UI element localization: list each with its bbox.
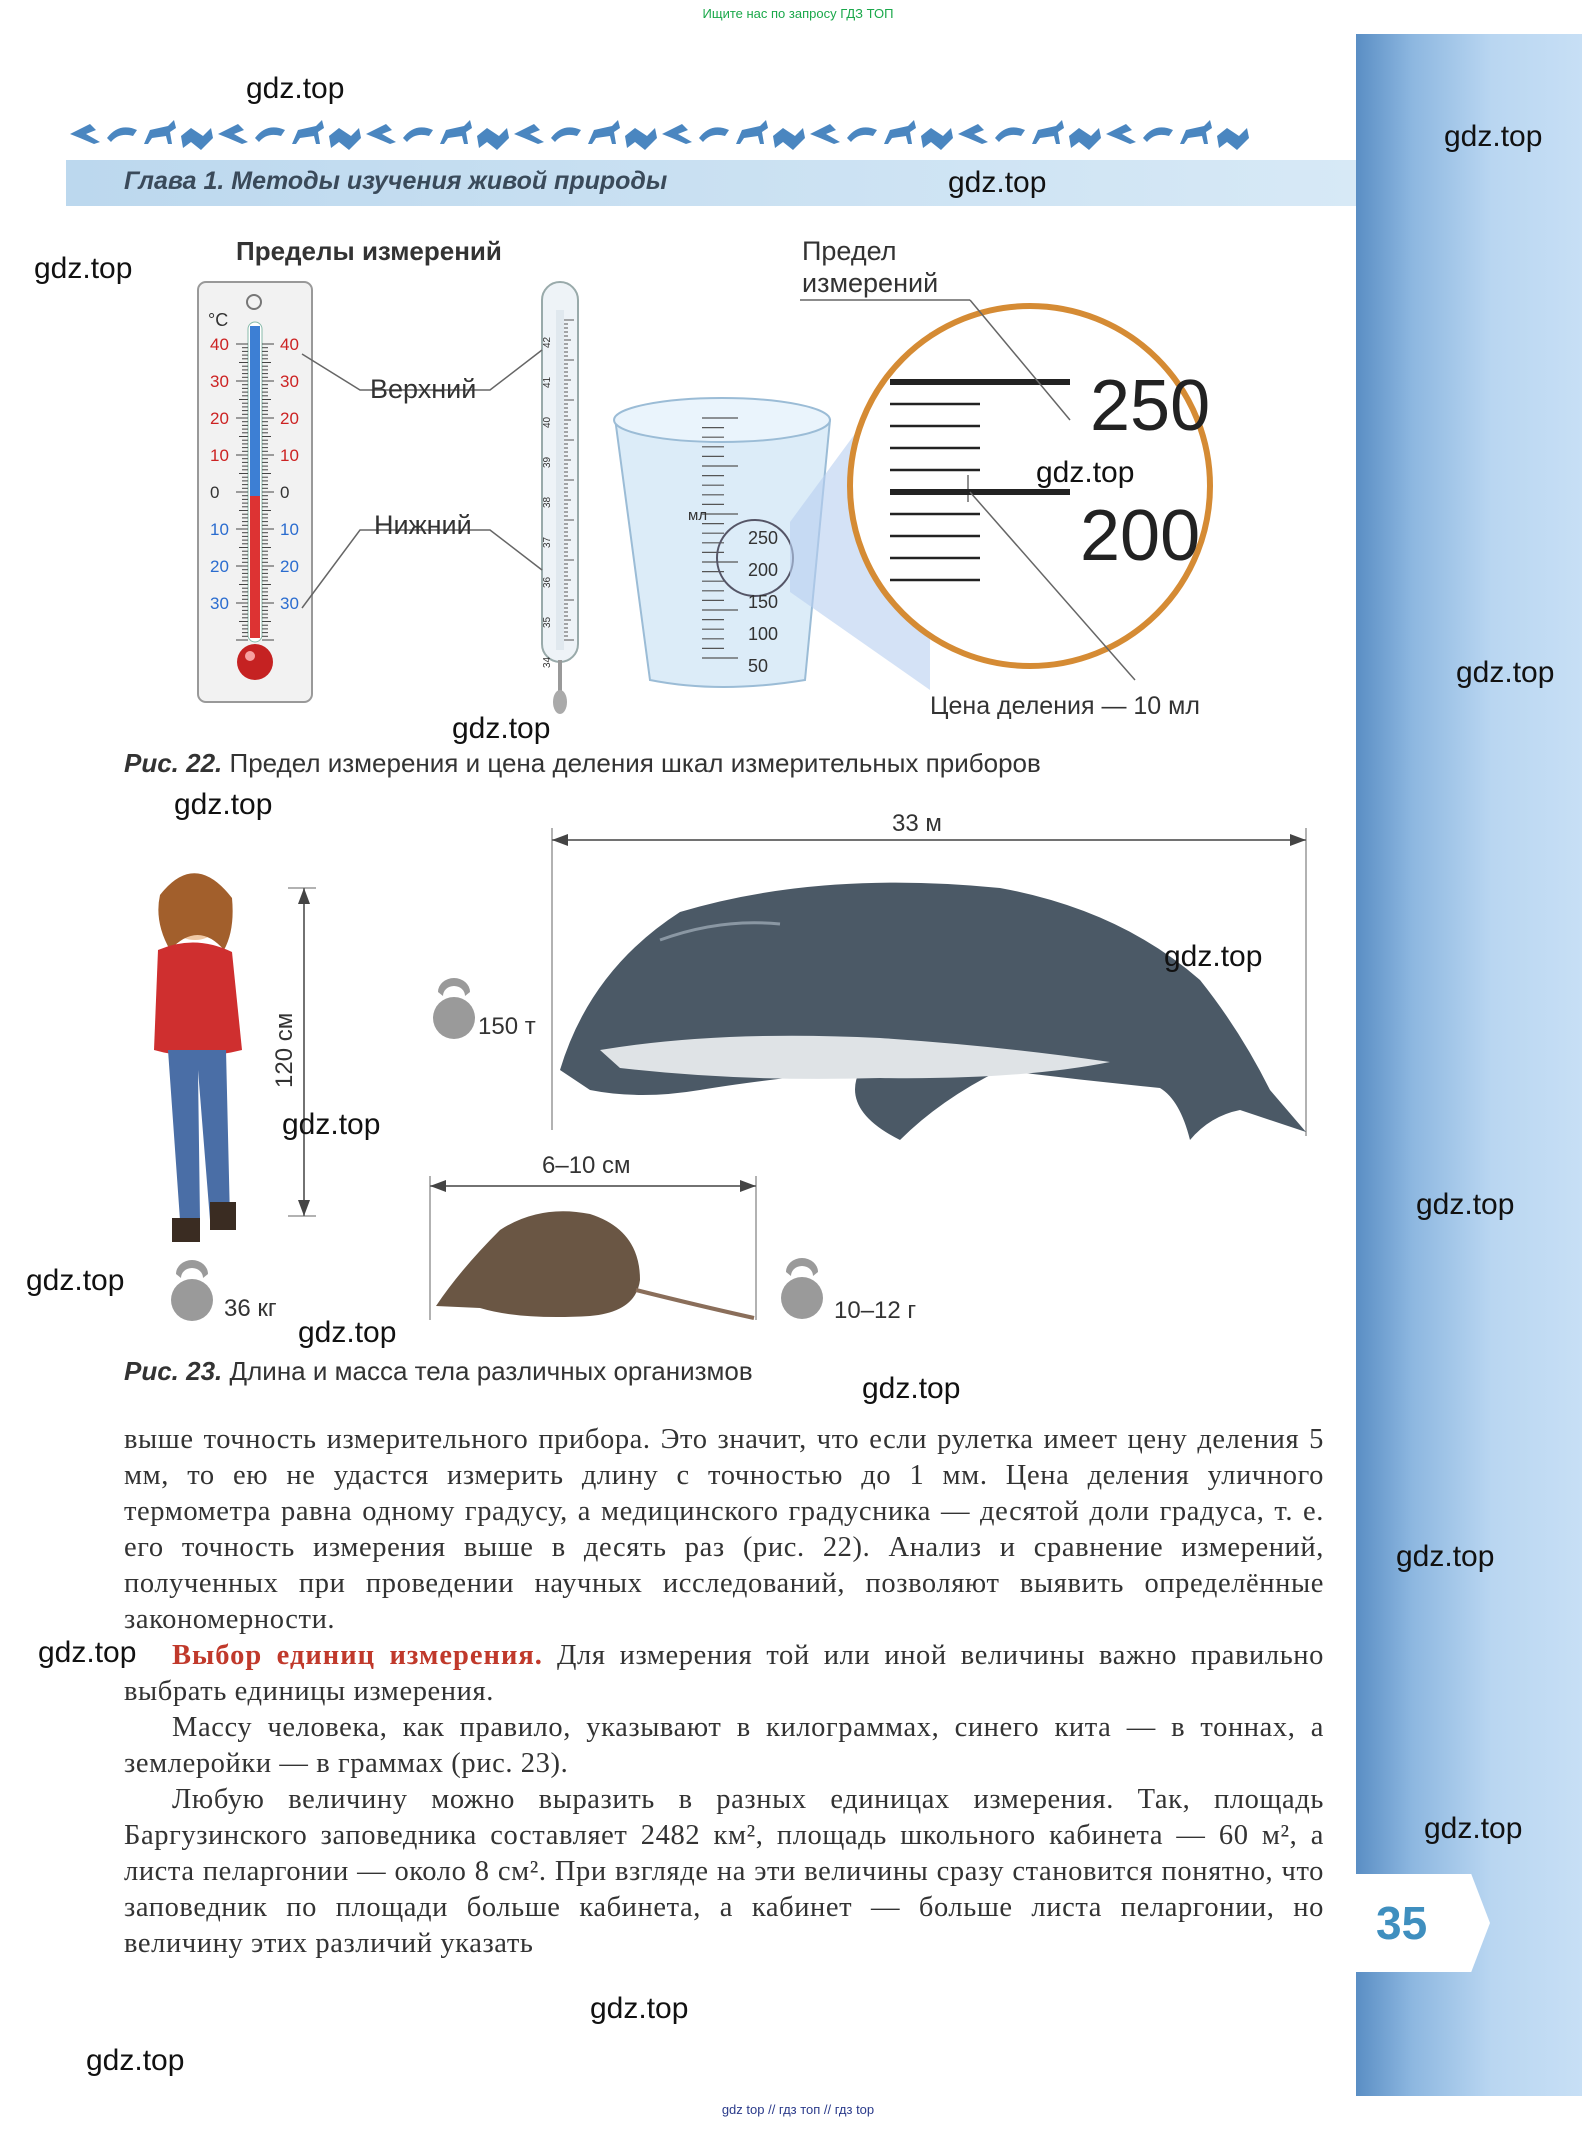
watermark: gdz.top <box>1164 940 1263 973</box>
thermo-scale-label: 10 <box>280 446 299 465</box>
medical-scale-label: 39 <box>542 456 553 468</box>
thermo-scale-label: 0 <box>210 483 220 502</box>
watermark: gdz.top <box>1444 120 1543 153</box>
watermark: gdz.top <box>1424 1812 1523 1845</box>
top-note: Ищите нас по запросу ГДЗ ТОП <box>702 6 894 21</box>
paragraph-4: Любую величину можно выразить в разных единицах измерения. Так, площадь Баргузинского заповедника составляет 2482 км², площадь школьного кабинета — 60 м², а листа пеларгонии — около 8 см². При взгляде на эти величины сразу становится понятно, что заповедник по площади больше кабинета, а кабинет — больше листа пеларгонии, но величину этих различий указать <box>124 1784 1324 1959</box>
bottom-note: gdz top // гдз топ // гдз top <box>721 2102 875 2117</box>
division-value-label: Цена деления — 10 мл <box>930 692 1200 720</box>
zoom-circle <box>850 306 1210 666</box>
watermark: gdz.top <box>298 1316 397 1349</box>
watermark: gdz.top <box>862 1372 961 1405</box>
shrew-mass: 10–12 г <box>834 1297 917 1324</box>
watermark: gdz.top <box>1416 1188 1515 1221</box>
kettlebell-icon <box>171 1260 213 1321</box>
watermark: gdz.top <box>174 788 273 821</box>
medical-scale-label: 37 <box>542 536 553 548</box>
watermark: gdz.top <box>246 72 345 105</box>
watermark: gdz.top <box>948 166 1047 199</box>
thermo-scale-label: 10 <box>210 446 229 465</box>
beaker-scale-label: 150 <box>748 592 779 612</box>
watermark: gdz.top <box>34 252 133 285</box>
medical-scale-label: 38 <box>542 496 553 508</box>
thermo-scale-label: 30 <box>210 372 229 391</box>
kettlebell-icon <box>433 978 475 1039</box>
paragraph-3: Массу человека, как правило, указывают в килограммах, синего кита — в тоннах, а землеройки — в граммах (рис. 23). <box>124 1712 1324 1779</box>
medical-scale-label: 35 <box>542 616 553 628</box>
watermark: gdz.top <box>26 1264 125 1297</box>
fig22-caption-label: Рис. 22. <box>124 748 223 778</box>
page-side-band <box>1356 34 1582 2096</box>
body-text <box>124 1422 1324 1962</box>
thermo-scale-label: 10 <box>280 520 299 539</box>
shrew-length: 6–10 см <box>542 1152 631 1179</box>
page-number: 35 <box>1376 1897 1428 1949</box>
girl-height: 120 см <box>271 1012 298 1088</box>
medical-scale-label: 36 <box>542 576 553 588</box>
girl-mass: 36 кг <box>224 1295 277 1322</box>
thermo-scale-label: 20 <box>280 409 299 428</box>
shrew <box>436 1211 754 1318</box>
upper-limit-label: Верхний <box>370 374 477 404</box>
whale-length: 33 м <box>892 810 942 837</box>
fig23-illustration <box>120 800 1320 1360</box>
watermark: gdz.top <box>1036 456 1135 489</box>
thermo-scale-label: 20 <box>210 409 229 428</box>
fig22-caption-text: Предел измерения и цена деления шкал измерительных приборов <box>229 748 1041 778</box>
watermark: gdz.top <box>1456 656 1555 689</box>
kettlebell-icon <box>781 1258 823 1319</box>
thermo-unit: °C <box>208 310 229 330</box>
section-heading-units: Выбор единиц измерения. <box>172 1640 543 1671</box>
measurement-limit-label-line1: Предел <box>802 236 897 266</box>
medical-scale-label: 34 <box>542 656 553 668</box>
thermo-scale-label: 20 <box>210 557 229 576</box>
zoom-label-bottom: 200 <box>1080 496 1201 576</box>
beaker-scale-label: 250 <box>748 528 779 548</box>
watermark: gdz.top <box>282 1108 381 1141</box>
thermo-scale-label: 40 <box>280 335 299 354</box>
fig23-caption-label: Рис. 23. <box>124 1356 223 1386</box>
thermo-scale-label: 30 <box>280 372 299 391</box>
beaker-scale-label: 100 <box>748 624 779 644</box>
paragraph-2-text: Для измерения той или иной величины важно правильно выбрать единицы измерения. <box>124 1640 1325 1707</box>
measurement-limit-label-line2: измерений <box>802 268 939 298</box>
medical-thermometer <box>542 282 578 714</box>
watermark: gdz.top <box>452 712 551 745</box>
beaker-scale-label: 50 <box>748 656 769 676</box>
lower-limit-label: Нижний <box>374 510 472 540</box>
watermark: gdz.top <box>590 1992 689 2025</box>
thermo-scale-label: 0 <box>280 483 290 502</box>
thermo-scale-label: 30 <box>280 594 299 613</box>
thermo-scale-label: 30 <box>210 594 229 613</box>
girl-figure <box>154 873 242 1242</box>
medical-scale-label: 40 <box>542 416 553 428</box>
beaker-scale-label: 200 <box>748 560 779 580</box>
thermo-scale-label: 20 <box>280 557 299 576</box>
paragraph-1: выше точность измерительного прибора. Это значит, что если рулетка имеет цену деления 5 мм, то ею не удастся измерить длину с точностью до 1 мм. Цена деления уличного термометра равна одному градусу, а медицинского градусника — десятой доли градуса, т. е. его точность измерения выше в десять раз (рис. 22). Анализ и сравнение измерений, полученных при проведении научных исследований, позволяют выявить определённые закономерности. <box>124 1424 1324 1635</box>
animal-silhouettes-strip <box>66 116 1252 152</box>
watermark: gdz.top <box>1396 1540 1495 1573</box>
zoom-label-top: 250 <box>1090 366 1211 446</box>
medical-scale-label: 41 <box>542 376 553 388</box>
fig22-illustration <box>190 270 1300 720</box>
beaker-unit: мл <box>688 507 708 524</box>
watermark: gdz.top <box>38 1636 137 1669</box>
chapter-title: Глава 1. Методы изучения живой природы <box>124 167 668 195</box>
paragraph-2 <box>124 1638 1324 1710</box>
thermo-scale-label: 10 <box>210 520 229 539</box>
medical-scale-label: 42 <box>542 336 553 348</box>
fig22-caption <box>124 748 1041 779</box>
whale-mass: 150 т <box>478 1013 536 1040</box>
fig22-title: Пределы измерений <box>236 236 502 266</box>
fig23-caption-text: Длина и масса тела различных организмов <box>229 1356 753 1386</box>
thermo-scale-label: 40 <box>210 335 229 354</box>
watermark: gdz.top <box>86 2044 185 2077</box>
humpback-whale <box>560 883 1306 1140</box>
fig23-caption <box>124 1356 753 1387</box>
